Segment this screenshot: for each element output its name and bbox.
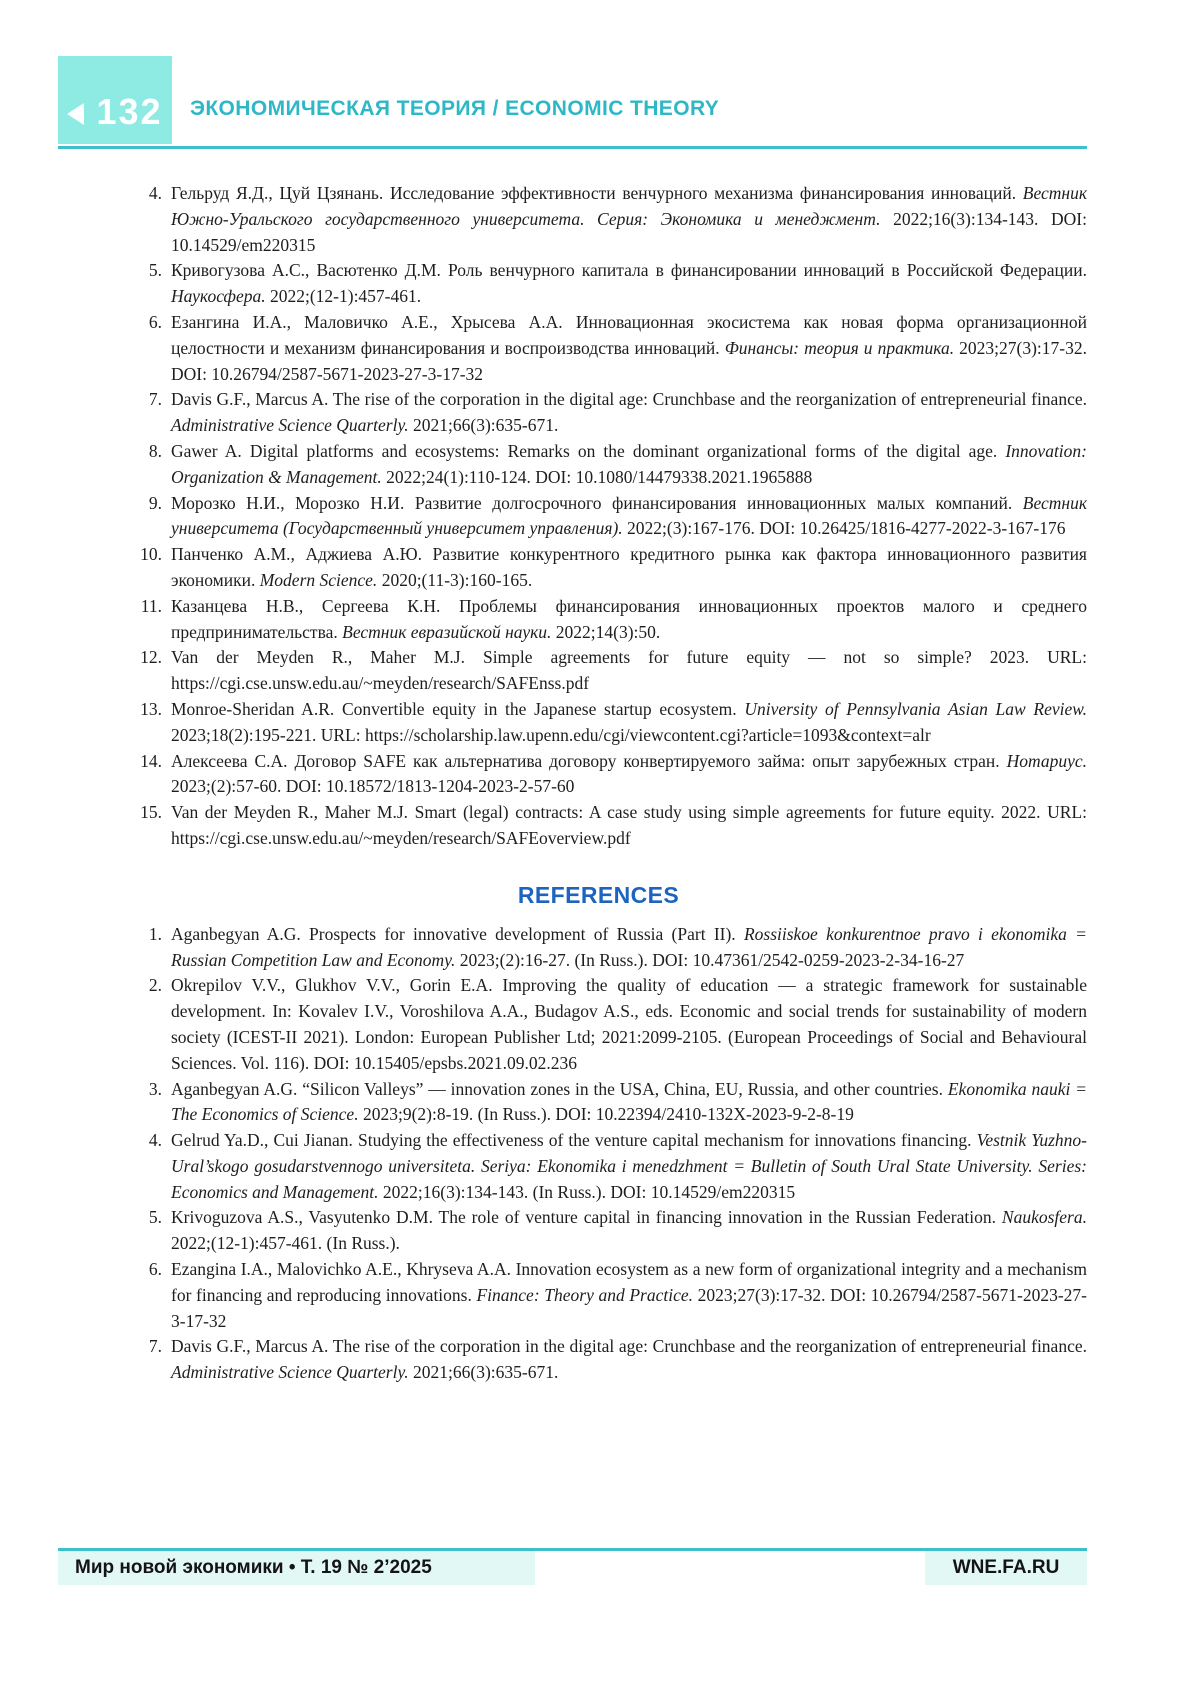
journal-title: University of Pennsylvania Asian Law Review. <box>744 698 1087 719</box>
journal-title: Ekonomika nauki = The Economics of Science. <box>171 1078 1087 1125</box>
reference-text <box>171 1334 1087 1386</box>
text-segment: Панченко А.М., Аджиева А.Ю. Развитие конкурентного кредитного рынка как фактора инновационного развития экономики. <box>171 544 1087 590</box>
reference-text <box>171 491 1087 543</box>
reference-item <box>110 1257 1087 1334</box>
reference-item <box>110 1128 1087 1205</box>
reference-number: 12. <box>140 647 162 668</box>
journal-title: Вестник университета (Государственный университет управления). <box>171 492 1087 539</box>
text-segment: Aganbegyan A.G. “Silicon Valleys” — innovation zones in the USA, China, EU, Russia, and other countries. <box>171 1078 948 1099</box>
reference-text <box>171 1128 1087 1205</box>
text-segment: 2020;(11-3):160-165. <box>377 569 533 590</box>
reference-text <box>171 973 1087 1076</box>
reference-text <box>171 1205 1087 1257</box>
text-segment: Aganbegyan A.G. Prospects for innovative development of Russia (Part II). <box>171 923 744 944</box>
reference-number: 5. <box>148 260 162 281</box>
text-segment: Езангина И.А., Маловичко А.Е., Хрысева А.А. Инновационная экосистема как новая форма организационной целостности и механизм финансирования и воспроизводства инноваций. <box>171 311 1087 358</box>
text-segment: Морозко Н.И., Морозко Н.И. Развитие долгосрочного финансирования инновационных малых компаний. <box>171 492 1023 513</box>
reference-text <box>171 310 1087 387</box>
reference-item <box>110 181 1087 258</box>
reference-text <box>171 1257 1087 1334</box>
reference-number: 1. <box>148 923 162 944</box>
text-segment: 2023;18(2):195-221. URL: https://scholarship.law.upenn.edu/cgi/viewcontent.cgi?article=1093&context=alr <box>171 724 931 745</box>
journal-title: Rossiiskoe konkurentnoe pravo i ekonomika = Russian Competition Law and Economy. <box>171 923 1087 970</box>
reference-text <box>171 542 1087 594</box>
journal-title: Vestnik Yuzhno-Ural’skogo gosudarstvennogo universiteta. Seriya: Ekonomika i menedzhment = Bulletin of South Ural State University. Series: Economics and Management. <box>171 1130 1087 1202</box>
reference-number: 9. <box>148 492 162 513</box>
text-segment: 2022;16(3):134-143. DOI: 10.14529/em220315 <box>171 208 1087 255</box>
header-rule <box>58 146 1087 149</box>
text-segment: Гельруд Я.Д., Цуй Цзянань. Исследование эффективности венчурного механизма финансирования инноваций. <box>171 183 1023 203</box>
text-segment: 2022;(3):167-176. DOI: 10.26425/1816-4277-2022-3-167-176 <box>622 518 1066 539</box>
references-section <box>110 181 1087 1386</box>
reference-number: 13. <box>140 698 162 719</box>
reference-number: 11. <box>140 595 162 616</box>
text-segment: Van der Meyden R., Maher M.J. Simple agreements for future equity — not so simple? 2023. URL: https://cgi.cse.unsw.edu.au/~meyden/research/SAFEnss.pdf <box>171 647 1087 694</box>
reference-number: 2. <box>148 975 162 996</box>
text-segment: Davis G.F., Marcus A. The rise of the corporation in the digital age: Crunchbase and the reorganization of entrepreneurial finance. <box>171 389 1087 410</box>
reference-item <box>110 973 1087 1076</box>
reference-item <box>110 645 1087 697</box>
text-segment: 2023;27(3):17-32. DOI: 10.26794/2587-5671-2023-27-3-17-32 <box>171 1284 1087 1331</box>
text-segment: 2021;66(3):635-671. <box>408 1362 559 1383</box>
reference-text <box>171 387 1087 439</box>
text-segment: Van der Meyden R., Maher M.J. Smart (legal) contracts: A case study using simple agreements for future equity. 2022. URL: https://cgi.cse.unsw.edu.au/~meyden/research/SAFEoverview.pdf <box>171 802 1087 848</box>
reference-number: 6. <box>148 1259 162 1280</box>
reference-item <box>110 258 1087 310</box>
reference-number: 7. <box>148 389 162 410</box>
text-segment: Gelrud Ya.D., Cui Jianan. Studying the effectiveness of the venture capital mechanism for innovations financing. <box>171 1130 977 1151</box>
journal-title: Finance: Theory and Practice. <box>476 1284 694 1305</box>
page-number: 132 <box>96 91 163 132</box>
reference-number: 7. <box>148 1336 162 1357</box>
reference-text <box>171 594 1087 646</box>
footer-journal-info: Мир новой экономики • Т. 19 № 2’2025 <box>58 1551 535 1585</box>
journal-title: Administrative Science Quarterly. <box>171 415 409 436</box>
reference-number: 15. <box>140 802 162 823</box>
reference-text <box>171 439 1087 491</box>
reference-text <box>171 697 1087 749</box>
journal-title: Naukosfera. <box>1001 1207 1087 1228</box>
reference-item <box>110 439 1087 491</box>
section-title: ЭКОНОМИЧЕСКАЯ ТЕОРИЯ / ECONOMIC THEORY <box>190 97 720 120</box>
journal-title: Modern Science. <box>259 569 378 590</box>
reference-number: 8. <box>148 440 162 461</box>
reference-item <box>110 387 1087 439</box>
reference-item <box>110 1334 1087 1386</box>
journal-title: Вестник евразийской науки. <box>342 621 552 642</box>
text-segment: Monroe-Sheridan A.R. Convertible equity in the Japanese startup ecosystem. <box>171 698 745 719</box>
text-segment: 2021;66(3):635-671. <box>408 415 559 436</box>
journal-title: Нотариус. <box>1006 750 1087 771</box>
text-segment: Gawer A. Digital platforms and ecosystems: Remarks on the dominant organizational forms of the digital age. <box>171 440 1006 461</box>
reference-number: 4. <box>148 183 162 203</box>
text-segment: 2022;(12-1):457-461. <box>265 286 422 307</box>
footer-website: WNE.FA.RU <box>925 1551 1087 1585</box>
text-segment: 2023;27(3):17-32. DOI: 10.26794/2587-5671-2023-27-3-17-32 <box>171 337 1087 384</box>
text-segment: 2022;14(3):50. <box>551 621 661 642</box>
references-heading: REFERENCES <box>517 881 680 908</box>
journal-title: Administrative Science Quarterly. <box>171 1362 409 1383</box>
reference-text <box>171 645 1087 697</box>
text-segment: Davis G.F., Marcus A. The rise of the corporation in the digital age: Crunchbase and the reorganization of entrepreneurial finance. <box>171 1336 1087 1357</box>
text-segment: 2022;(12-1):457-461. (In Russ.). <box>171 1233 400 1254</box>
text-segment: 2023;(2):57-60. DOI: 10.18572/1813-1204-2023-2-57-60 <box>171 776 575 797</box>
journal-title: Финансы: теория и практика. <box>724 337 955 358</box>
journal-title: Наукосфера. <box>171 286 266 307</box>
reference-item <box>110 1205 1087 1257</box>
reference-number: 5. <box>148 1207 162 1228</box>
reference-text <box>171 800 1087 852</box>
journal-title: Вестник Южно-Уральского государственного университета. Серия: Экономика и менеджмент. <box>171 183 1087 229</box>
reference-text <box>171 1077 1087 1129</box>
reference-number: 4. <box>148 1130 162 1151</box>
reference-item <box>110 310 1087 387</box>
reference-item <box>110 491 1087 543</box>
text-segment: Кривогузова А.С., Васютенко Д.М. Роль венчурного капитала в финансировании инноваций в Российской Федерации. <box>171 260 1087 281</box>
back-arrow-icon <box>67 103 84 125</box>
reference-number: 14. <box>140 750 162 771</box>
reference-item <box>110 1077 1087 1129</box>
reference-number: 10. <box>140 544 162 565</box>
reference-number: 3. <box>148 1078 162 1099</box>
page-number-badge <box>58 56 172 144</box>
text-segment: 2023;(2):16-27. (In Russ.). DOI: 10.47361/2542-0259-2023-2-34-16-27 <box>455 949 965 970</box>
reference-item <box>110 542 1087 594</box>
reference-text <box>171 922 1087 974</box>
text-segment: Krivoguzova A.S., Vasyutenko D.M. The role of venture capital in financing innovation in the Russian Federation. <box>171 1207 1002 1228</box>
text-segment: Ezangina I.A., Malovichko A.E., Khryseva A.A. Innovation ecosystem as a new form of organizational integrity and a mechanism for financing and reproducing innovations. <box>171 1259 1087 1305</box>
text-segment: Казанцева Н.В., Сергеева К.Н. Проблемы финансирования инновационных проектов малого и среднего предпринимательства. <box>171 595 1087 642</box>
text-segment: 2022;24(1):110-124. DOI: 10.1080/14479338.2021.1965888 <box>381 466 813 487</box>
reference-item <box>110 922 1087 974</box>
reference-item <box>110 800 1087 852</box>
reference-text <box>171 181 1087 258</box>
text-segment: 2023;9(2):8-19. (In Russ.). DOI: 10.22394/2410-132X-2023-9-2-8-19 <box>358 1104 854 1125</box>
reference-item <box>110 697 1087 749</box>
references-list-ru <box>110 181 1087 852</box>
reference-item <box>110 749 1087 801</box>
text-segment: 2022;16(3):134-143. (In Russ.). DOI: 10.14529/em220315 <box>378 1181 796 1202</box>
reference-number: 6. <box>148 311 162 332</box>
footer-bar <box>58 1551 1087 1585</box>
text-segment: Алексеева С.А. Договор SAFE как альтернатива договору конвертируемого займа: опыт зарубежных стран. <box>171 750 1007 771</box>
journal-title: Innovation: Organization & Management. <box>171 440 1087 487</box>
reference-text <box>171 258 1087 310</box>
reference-text <box>171 749 1087 801</box>
references-list-en <box>110 922 1087 1386</box>
text-segment: Okrepilov V.V., Glukhov V.V., Gorin E.A. Improving the quality of education — a strategic framework for sustainable development. In: Kovalev I.V., Voroshilova A.A., Budagov A.S., eds. Economic and social trends for sustainability of modern society (ICEST-II 2021). London: European Publisher Ltd; 2021:2099-2105. (European Proceedings of Social and Behavioural Sciences. Vol. 116). DOI: 10.15405/epsbs.2021.09.02.236 <box>171 975 1087 1073</box>
reference-item <box>110 594 1087 646</box>
